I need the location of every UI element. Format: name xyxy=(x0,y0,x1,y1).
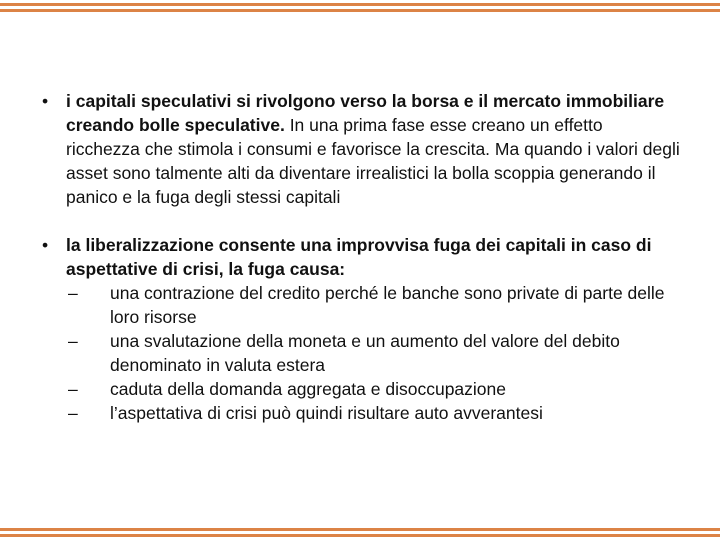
sub-bullet-expectation xyxy=(68,401,680,425)
dash-icon: – xyxy=(68,379,78,399)
bottom-accent-bar xyxy=(0,528,720,531)
top-accent-bar-secondary xyxy=(0,9,720,12)
bullet-bold-text: i capitali speculativi si rivolgono verso la borsa e il mercato immobiliare creando bolle speculative. xyxy=(66,91,665,135)
sub-bullet-list xyxy=(40,281,680,425)
dash-icon: – xyxy=(68,331,78,351)
top-accent-bar xyxy=(0,3,720,6)
sub-bullet-text: una svalutazione della moneta e un aumento del valore del debito denominato in valuta estera xyxy=(110,331,620,375)
sub-bullet-demand xyxy=(68,377,680,401)
sub-bullet-text: l’aspettativa di crisi può quindi risultare auto avverantesi xyxy=(110,403,543,423)
dash-icon: – xyxy=(68,283,78,303)
bullet-icon: • xyxy=(42,235,49,255)
bullet-icon: • xyxy=(42,91,49,111)
sub-bullet-devaluation xyxy=(68,329,680,377)
bullet-text: In una prima fase esse creano un effetto ricchezza che stimola i consumi e favorisce la crescita. Ma quando i valori degli asset sono talmente alti da diventare irrealistici la bolla scoppia generando il panico e la fuga degli stessi capitali xyxy=(66,115,680,207)
bottom-accent-bar-secondary xyxy=(0,534,720,537)
slide-content xyxy=(40,89,680,425)
sub-bullet-text: una contrazione del credito perché le banche sono private di parte delle loro risorse xyxy=(110,283,665,327)
bullet-bold-text: la liberalizzazione consente una improvvisa fuga dei capitali in caso di aspettative di crisi, la fuga causa: xyxy=(66,235,652,279)
bullet-speculative-capital xyxy=(40,89,680,209)
dash-icon: – xyxy=(68,403,78,423)
bullet-liberalization xyxy=(40,233,680,281)
sub-bullet-text: caduta della domanda aggregata e disoccupazione xyxy=(110,379,506,399)
sub-bullet-credit xyxy=(68,281,680,329)
